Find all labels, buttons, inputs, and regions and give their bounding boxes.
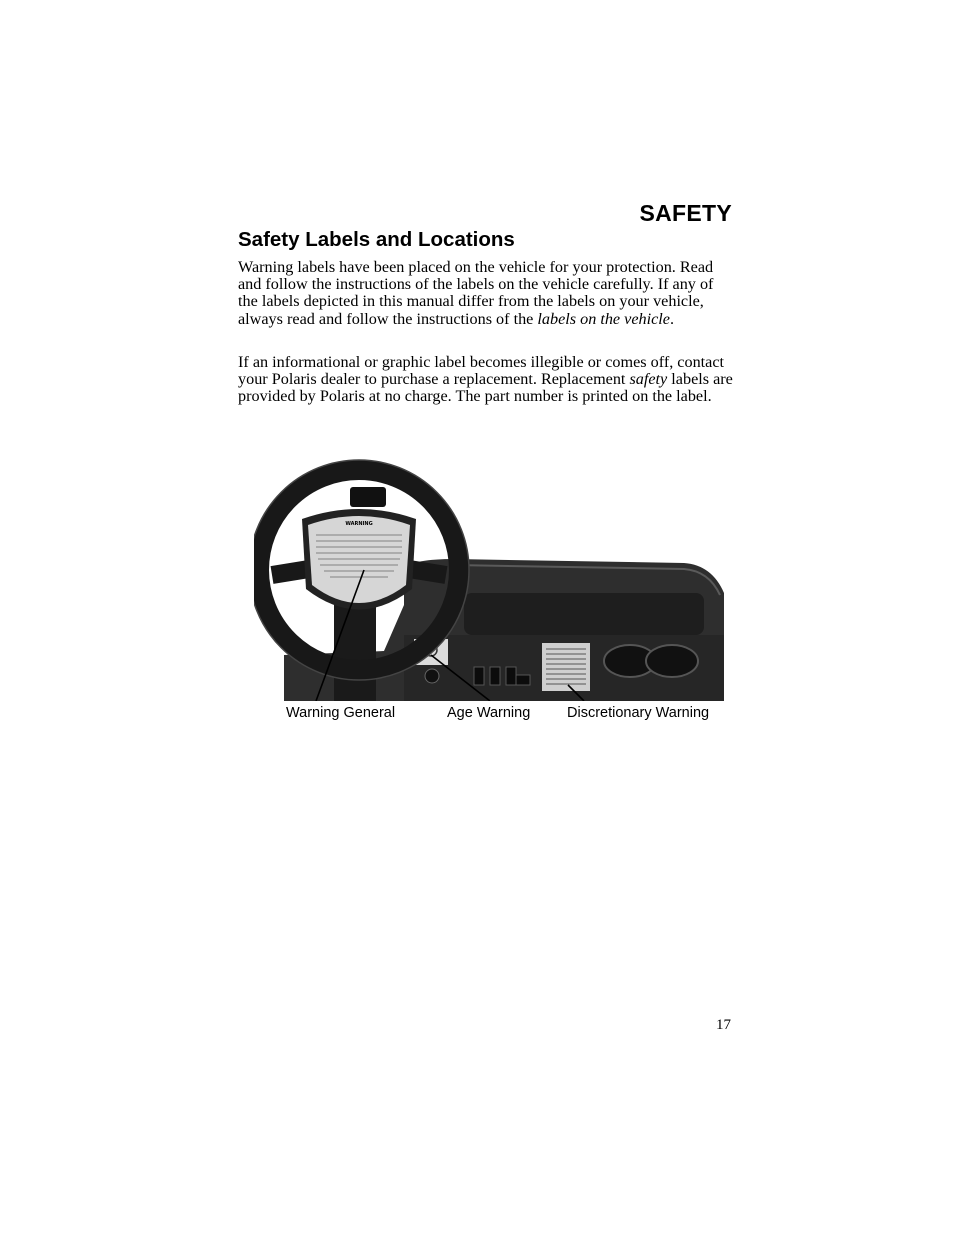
- switch-1: [474, 667, 484, 685]
- caption-discretionary-warning: Discretionary Warning: [567, 705, 710, 721]
- page-heading: Safety Labels and Locations: [238, 228, 515, 251]
- ignition: [425, 669, 439, 683]
- steering-clip: [350, 487, 386, 507]
- wheel-spoke-right: [409, 569, 446, 575]
- caption-age-warning: Age Warning: [447, 705, 531, 721]
- paragraph2-text: If an informational or graphic label becomes illegible or comes off, contact your Polaris dealer to purchase a replacement. Replacement: [238, 353, 725, 389]
- outlet: [516, 675, 530, 685]
- dashboard-tray: [464, 593, 704, 635]
- switch-3: [506, 667, 516, 685]
- caption-warning-general: Warning General: [286, 705, 396, 721]
- cup-holder-right: [646, 645, 698, 677]
- paragraph2-end: labels are provided by Polaris at no charge. The part number is printed on the label.: [238, 370, 733, 406]
- page-number: 17: [716, 1017, 731, 1033]
- wheel-spoke-left: [272, 569, 309, 575]
- dashboard-photo: [254, 425, 724, 701]
- paragraph1-text: Warning labels have been placed on the vehicle for your protection. Read and follow the instructions of the labels on the vehicle carefully. If any of the labels depicted in this manual differ from the labels on your vehicle, always read and follow the instructions of the: [238, 258, 714, 328]
- warning-label-heading: WARNING: [345, 521, 373, 527]
- steering-column: [334, 601, 376, 701]
- paragraph-replacement-labels: [238, 354, 736, 406]
- paragraph1-end: .: [670, 309, 675, 328]
- section-title: SAFETY: [639, 200, 732, 226]
- paragraph-warning-labels: [238, 259, 736, 328]
- paragraph1-italic: labels on the vehicle: [537, 309, 670, 328]
- warning-general-label: [308, 516, 410, 603]
- paragraph2-italic: safety: [629, 370, 668, 389]
- switch-2: [490, 667, 500, 685]
